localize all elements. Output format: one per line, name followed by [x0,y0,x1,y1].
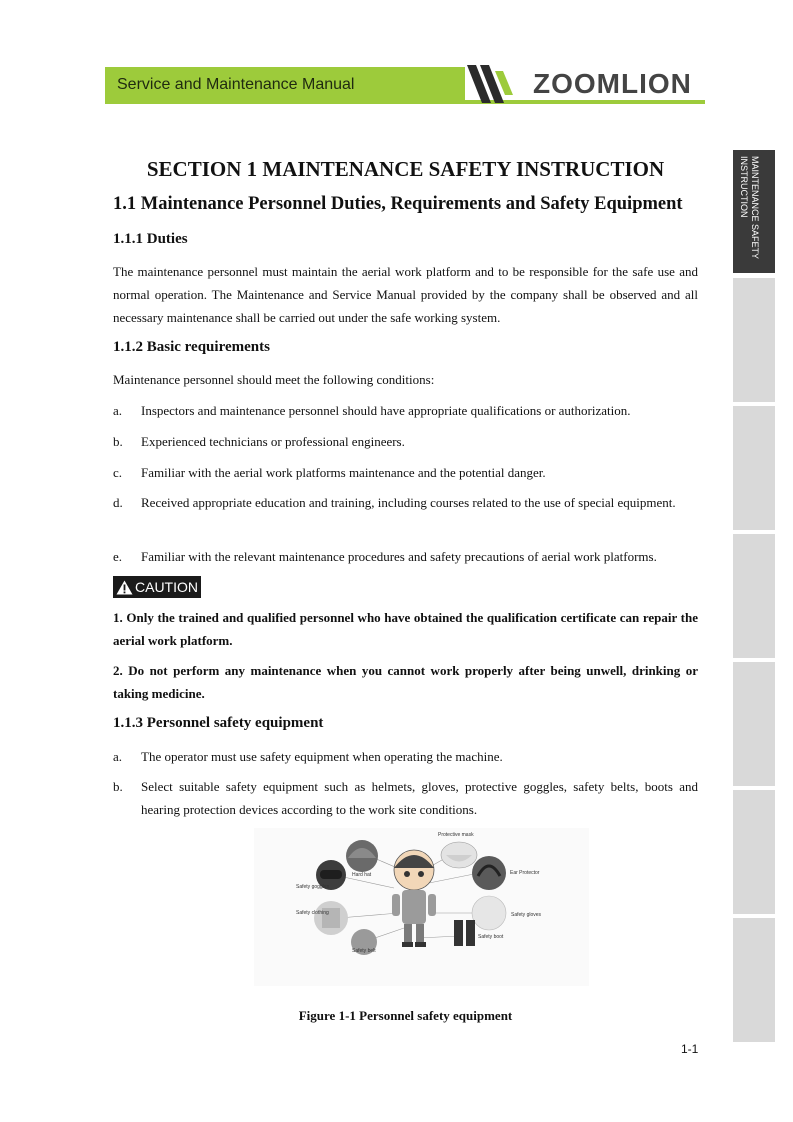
subsection-title: 1.1 Maintenance Personnel Duties, Requirements and Safety Equipment [113,194,683,214]
caution-label: CAUTION [135,579,198,595]
caution-item-1: 1. Only the trained and qualified personnel who have obtained the qualification certificate can repair the aerial work platform. [113,610,698,648]
basic-requirements-heading: 1.1.2 Basic requirements [113,339,270,355]
basic-requirements-intro: Maintenance personnel should meet the following conditions: [113,372,435,387]
figure-label-ear-protector: Ear Protector [510,870,540,876]
list-item: a. The operator must use safety equipment when operating the machine. [113,749,503,764]
figure-label-hard-hat: Hard hat [352,872,372,878]
list-item: b. Experienced technicians or professional engineers. [113,434,405,449]
side-tab-3[interactable] [733,406,775,530]
list-item: d. Received appropriate education and training, including courses related to the use of special equipment. [113,495,676,510]
figure-caption: Figure 1-1 Personnel safety equipment [298,1008,513,1023]
zoomlion-logo-icon [467,65,527,105]
side-tab-label: MAINTENANCE SAFETY INSTRUCTION [739,156,760,260]
duties-heading: 1.1.1 Duties [113,231,188,247]
safety-equipment-figure [254,828,589,986]
figure-label-boot: Safety boot [478,934,504,940]
caution-badge [113,576,201,598]
figure-label-clothing: Safety clothing [296,910,329,916]
list-item: b. Select suitable safety equipment such as helmets, gloves, protective goggles, safety belts, boots and hearing protection devices according to the work site conditions. [113,779,698,817]
side-tab-maintenance-safety[interactable] [733,150,775,273]
figure-label-goggles: Safety goggles [296,884,330,890]
figure-label-mask: Protective mask [438,832,474,838]
side-tab-7[interactable] [733,918,775,1042]
list-item: e. Familiar with the relevant maintenance procedures and safety precautions of aerial work platforms. [113,549,657,564]
side-tab-2[interactable] [733,278,775,402]
brand-logo-text: ZOOMLION [533,68,692,99]
page-number: 1-1 [681,1042,699,1056]
safety-equipment-illustration [254,828,589,986]
caution-item-2: 2. Do not perform any maintenance when you cannot work properly after being unwell, drinking or taking medicine. [113,663,698,701]
header-underline [105,100,705,104]
safety-equipment-heading: 1.1.3 Personnel safety equipment [113,715,324,731]
list-item: c. Familiar with the aerial work platforms maintenance and the potential danger. [113,465,546,480]
manual-title: Service and Maintenance Manual [117,76,355,93]
side-tab-4[interactable] [733,534,775,658]
section-title: SECTION 1 MAINTENANCE SAFETY INSTRUCTION [146,157,665,181]
page-header [105,67,705,105]
figure-label-gloves: Safety gloves [511,912,542,918]
duties-text: The maintenance personnel must maintain the aerial work platform and to be responsible for the safe use and normal operation. The Maintenance and Service Manual provided by the company shall be observed and all necessary maintenance shall be carried out under the safe working system. [113,264,698,325]
side-tab-6[interactable] [733,790,775,914]
warning-icon [116,580,133,595]
list-item: a. Inspectors and maintenance personnel should have appropriate qualifications or authorization. [113,403,631,418]
side-tab-5[interactable] [733,662,775,786]
figure-label-belt: Safety belt [352,948,376,954]
